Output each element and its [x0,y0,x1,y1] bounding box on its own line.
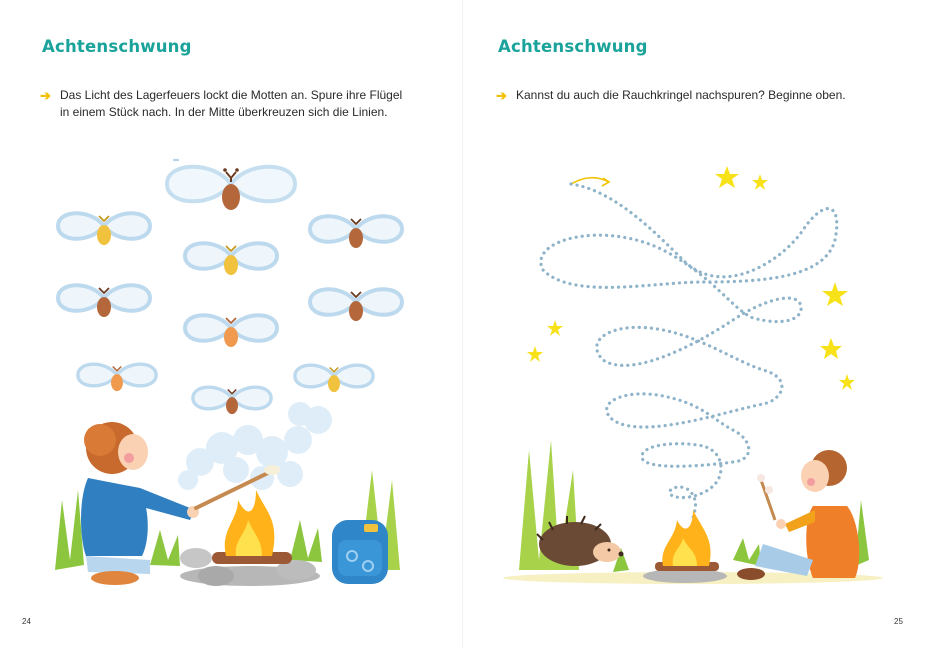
arrow-right-icon: ➔ [40,88,51,103]
moth-icon [185,243,277,275]
left-instruction-line-2: in einem Stück nach. In der Mitte überkreuzen sich die Linien. [60,105,388,119]
right-page [463,0,926,648]
right-page-title: Achtenschwung [498,37,648,56]
right-instruction-text: Kannst du auch die Rauchkringel nachspuren? Beginne oben. [516,88,846,102]
trace-path [541,184,837,518]
moth-icon [295,365,373,392]
left-instruction-line-1: Das Licht des Lagerfeuers lockt die Motten an. Spure ihre Flügel [60,88,403,102]
moth-icon [167,160,295,210]
star-icon [527,166,855,390]
campfire-icon [643,510,727,583]
moth-icon [78,364,156,391]
right-illustration [463,0,926,648]
moth-icon [310,289,402,321]
moth-icon [58,285,150,317]
left-page-number: 24 [22,617,31,626]
left-page-title: Achtenschwung [42,37,192,56]
backpack-icon [332,520,388,584]
moth-icon [185,315,277,347]
smoke-cloud [178,402,332,490]
moth-icon [310,216,402,248]
moth-icon [58,213,150,245]
right-page-number: 25 [894,617,903,626]
arrow-right-icon: ➔ [496,88,507,103]
hedgehog-icon [537,516,624,566]
moth-icon [193,387,271,414]
